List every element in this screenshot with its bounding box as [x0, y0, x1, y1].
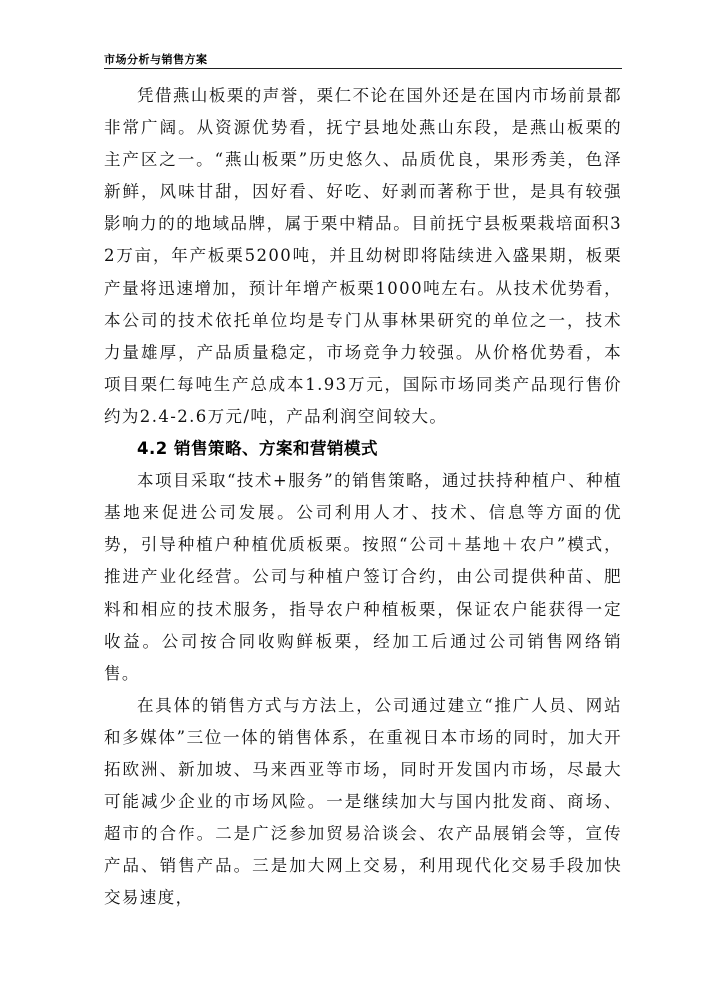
document-body	[104, 80, 622, 914]
strategy-paragraph: 本项目采取“技术+服务”的销售策略，通过扶持种植户、种植基地来促进公司发展。公司利用人才、技术、信息等方面的优势，引导种植户种植优质板栗。按照“公司＋基地＋农户”模式，推进产业化经营。公司与种植户签订合约，由公司提供种苗、肥料和相应的技术服务，指导农户种植板栗，保证农户能获得一定收益。公司按合同收购鲜板栗，经加工后通过公司销售网络销售。	[104, 471, 622, 683]
page-header	[104, 50, 622, 69]
sales-method-paragraph: 在具体的销售方式与方法上，公司通过建立“推广人员、网站和多媒体”三位一体的销售体系，在重视日本市场的同时，加大开拓欧洲、新加坡、马来西亚等市场，同时开发国内市场，尽最大可能减少企业的市场风险。一是继续加大与国内批发商、商场、超市的合作。二是广泛参加贸易洽谈会、农产品展销会等，宣传产品、销售产品。三是加大网上交易，利用现代化交易手段加快交易速度，	[104, 695, 622, 908]
header-title: 市场分析与销售方案	[104, 53, 208, 66]
intro-paragraph: 凭借燕山板栗的声誉，栗仁不论在国外还是在国内市场前景都非常广阔。从资源优势看，抚宁县地处燕山东段，是燕山板栗的主产区之一。“燕山板栗”历史悠久、品质优良，果形秀美，色泽新鲜，风味甘甜，因好看、好吃、好剥而著称于世，是具有较强影响力的的地域品牌，属于栗中精品。目前抚宁县板栗栽培面积32万亩，年产板栗5200吨，并且幼树即将陆续进入盛果期，板栗产量将迅速增加，预计年增产板栗1000吨左右。从技术优势看，本公司的技术依托单位均是专门从事林果研究的单位之一，技术力量雄厚，产品质量稳定，市场竞争力较强。从价格优势看，本项目栗仁每吨生产总成本1.93万元，国际市场同类产品现行售价约为2.4-2.6万元/吨，产品利润空间较大。	[104, 86, 622, 426]
section-heading: 4.2 销售策略、方案和营销模式	[137, 439, 378, 459]
